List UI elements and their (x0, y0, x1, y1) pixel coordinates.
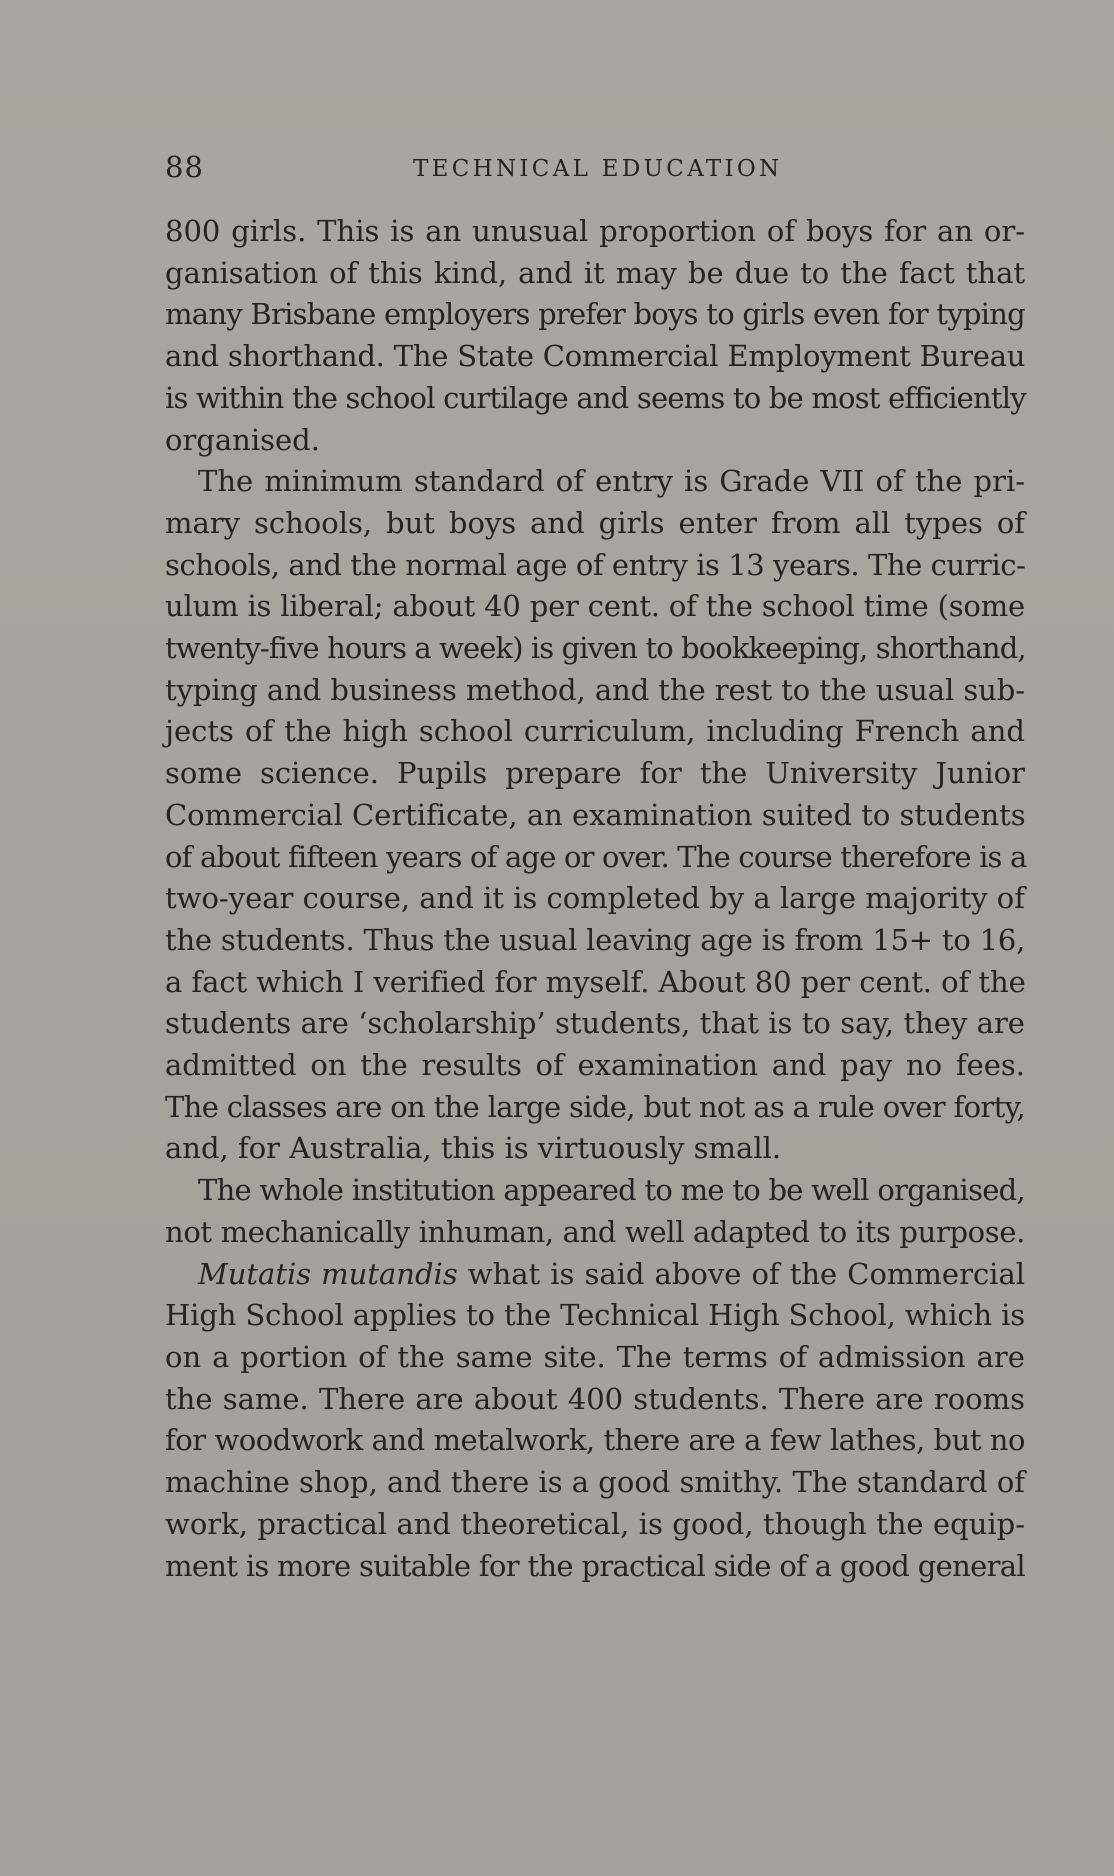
text-line: work, practical and theoretical, is good, though the equip- (165, 1506, 1026, 1541)
text-line: twenty-five hours a week) is given to bookkeeping, shorthand, (165, 631, 1026, 666)
text-line: ulum is liberal; about 40 per cent. of the school time (some (165, 589, 1025, 624)
text-line: High School applies to the Technical High School, which is (165, 1298, 1026, 1333)
text-line: admitted on the results of examination and pay no fees. (165, 1048, 1026, 1083)
text-line: schools, and the normal age of entry is 13 years. The curric- (165, 547, 1026, 582)
running-title: TECHNICAL EDUCATION (413, 156, 783, 182)
text-line: students are ‘scholarship’ students, that is to say, they are (165, 1006, 1025, 1041)
text-line: the students. Thus the usual leaving age is from 15+ to 16, (165, 922, 1026, 957)
text-line: and, for Australia, this is virtuously small. (165, 1131, 782, 1166)
text-line: on a portion of the same site. The terms of admission are (165, 1339, 1025, 1374)
text-line: The whole institution appeared to me to be well organised, (198, 1173, 1025, 1208)
text-line: ment is more suitable for the practical side of a good general (165, 1548, 1025, 1583)
text-line: jects of the high school curriculum, including French and (165, 714, 1025, 749)
text-line-mixed (165, 1254, 1025, 1296)
text-line: a fact which I verified for myself. About 80 per cent. of the (165, 964, 1026, 999)
text-line: many Brisbane employers prefer boys to girls even for typing (165, 297, 1025, 332)
text-line: for woodwork and metalwork, there are a few lathes, but no (165, 1423, 1026, 1458)
running-head (165, 150, 1025, 190)
text-line: 800 girls. This is an unusual proportion of boys for an or- (165, 214, 1026, 248)
text-line: some science. Pupils prepare for the University Junior (165, 756, 1025, 791)
italic-phrase: Mutatis mutandis (198, 1256, 458, 1291)
page-number: 88 (165, 150, 204, 184)
text-line: and shorthand. The State Commercial Employment Bureau (165, 339, 1026, 374)
text-line: machine shop, and there is a good smithy. The standard of (165, 1465, 1026, 1500)
text-line: two-year course, and it is completed by a large majority of (165, 881, 1025, 916)
text-line: The minimum standard of entry is Grade VII of the pri- (198, 464, 1026, 499)
text-line-rest: what is said above of the Commercial (457, 1256, 1026, 1291)
text-line: mary schools, but boys and girls enter from all types of (165, 505, 1026, 540)
text-line: not mechanically inhuman, and well adapted to its purpose. (165, 1214, 1025, 1249)
text-line: the same. There are about 400 students. There are rooms (165, 1381, 1025, 1416)
body-text (165, 211, 1025, 1587)
text-line: is within the school curtilage and seems to be most efficiently (165, 380, 1026, 415)
text-line: of about fifteen years of age or over. The course therefore is a (165, 839, 1027, 874)
text-line: The classes are on the large side, but not as a rule over forty, (165, 1089, 1025, 1124)
text-line: Commercial Certificate, an examination suited to students (165, 797, 1026, 832)
text-line: organised. (165, 422, 320, 457)
text-line: ganisation of this kind, and it may be due to the fact that (165, 255, 1026, 290)
text-line: typing and business method, and the rest to the usual sub- (165, 672, 1025, 707)
